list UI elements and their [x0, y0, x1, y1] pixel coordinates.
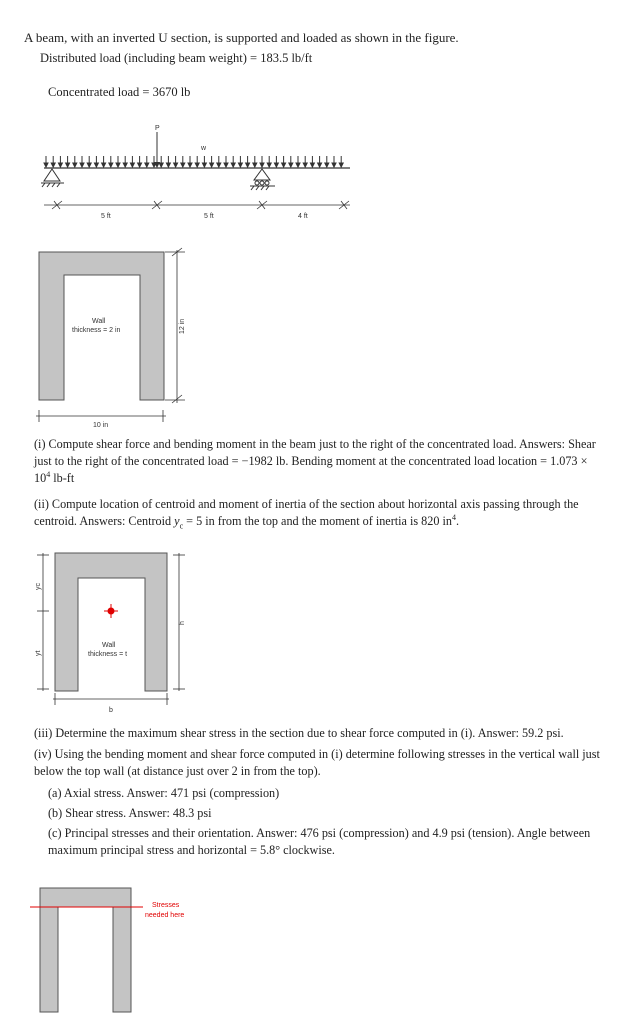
load-arrowhead	[166, 163, 170, 167]
load-arrowhead	[289, 163, 293, 167]
load-arrowhead	[318, 163, 322, 167]
load-arrowhead	[246, 163, 250, 167]
load-arrowhead	[109, 163, 113, 167]
load-arrowhead	[195, 163, 199, 167]
point-load-label: P	[155, 125, 160, 132]
section1-figure	[0, 240, 641, 430]
width-dimension	[36, 410, 166, 422]
load-arrowhead	[80, 163, 84, 167]
load-arrowhead	[73, 163, 77, 167]
u-section-shape	[55, 553, 167, 691]
centroid-dimensions	[37, 553, 49, 691]
b-dimension	[53, 693, 169, 705]
section3-figure	[0, 880, 641, 1020]
load-arrowhead	[231, 163, 235, 167]
intro-text: A beam, with an inverted U section, is supported and loaded as shown in the figure.	[24, 30, 459, 45]
yt-label: yt	[35, 650, 42, 656]
load-arrowhead	[332, 163, 336, 167]
load-arrowhead	[159, 163, 163, 167]
question-1: (i) Compute shear force and bending moment in the beam just to the right of the concentrated load. Answers: Shear just to the right of the concentrated load = −1982 lb. Bending moment at the concentrated load location = $1.073 \times 10^4$ lb-ft	[34, 437, 596, 485]
load-arrowhead	[260, 163, 264, 167]
load-arrowhead	[224, 163, 228, 167]
load-arrowhead	[303, 163, 307, 167]
u-section-shape	[39, 252, 164, 400]
wall-thickness-label-2: thickness = t	[88, 651, 128, 658]
width-label: 10 in	[93, 422, 109, 429]
load-arrowhead	[123, 163, 127, 167]
distributed-load-arrows	[44, 156, 343, 167]
question-2: (ii) Compute location of centroid and moment of inertia of the section about horizontal axis passing through the centroid. Answers: Centroid $y_c = 5$ in from the top and the moment of inertia is 820 $in^4$.	[34, 497, 579, 531]
load-arrowhead	[310, 163, 314, 167]
load-arrowhead	[51, 163, 55, 167]
load-arrowhead	[267, 163, 271, 167]
span3-label: 4 ft	[298, 213, 308, 220]
concentrated-load-text: Concentrated load = 3670 lb	[48, 85, 191, 99]
question-4a: (a) Axial stress. Answer: 471 psi (compression)	[48, 786, 280, 800]
load-arrowhead	[145, 163, 149, 167]
stresses-note-1: Stresses	[152, 902, 180, 909]
roller-support	[250, 169, 275, 190]
load-arrowhead	[274, 163, 278, 167]
pin-support	[41, 169, 64, 187]
load-arrowhead	[181, 163, 185, 167]
wall-thickness-label-1: Wall	[92, 318, 106, 325]
yc-label: yc	[35, 583, 42, 590]
height-label: 12 in	[179, 318, 186, 334]
load-arrowhead	[217, 163, 221, 167]
span-dimension-line	[44, 201, 350, 209]
load-arrowhead	[238, 163, 242, 167]
load-arrowhead	[44, 163, 48, 167]
load-arrowhead	[282, 163, 286, 167]
load-arrowhead	[339, 163, 343, 167]
load-arrowhead	[130, 163, 134, 167]
load-arrowhead	[87, 163, 91, 167]
wall-thickness-label-1: Wall	[102, 642, 116, 649]
load-arrowhead	[116, 163, 120, 167]
wall-thickness-label-2: thickness = 2 in	[72, 327, 121, 334]
stresses-note-2: needed here	[145, 912, 185, 919]
section2-figure	[0, 545, 641, 715]
load-arrowhead	[296, 163, 300, 167]
distributed-load-label: w	[201, 145, 207, 152]
load-arrowhead	[174, 163, 178, 167]
h-label: h	[179, 621, 186, 625]
load-arrowhead	[210, 163, 214, 167]
load-arrowhead	[58, 163, 62, 167]
span1-label: 5 ft	[101, 213, 111, 220]
question-4: (iv) Using the bending moment and shear force computed in (i) determine following stresses in the vertical wall just below the top wall (at distance just over 2 in from the top).	[34, 747, 600, 778]
question-4b: (b) Shear stress. Answer: 48.3 psi	[48, 806, 212, 820]
load-arrowhead	[66, 163, 70, 167]
load-arrowhead	[325, 163, 329, 167]
b-label: b	[109, 707, 113, 714]
load-arrowhead	[102, 163, 106, 167]
question-3: (iii) Determine the maximum shear stress in the section due to shear force computed in (i). Answer: 59.2 psi.	[34, 726, 564, 740]
load-arrowhead	[94, 163, 98, 167]
load-arrowhead	[138, 163, 142, 167]
load-arrowhead	[202, 163, 206, 167]
load-arrowhead	[253, 163, 257, 167]
span2-label: 5 ft	[204, 213, 214, 220]
question-4c: (c) Principal stresses and their orientation. Answer: 476 psi (compression) and 4.9 psi (tension). Angle between maximum principal stress and horizontal = 5.8° clockwise.	[48, 826, 591, 857]
distributed-load-text: Distributed load (including beam weight) = 183.5 lb/ft	[40, 51, 313, 65]
load-arrowhead	[188, 163, 192, 167]
